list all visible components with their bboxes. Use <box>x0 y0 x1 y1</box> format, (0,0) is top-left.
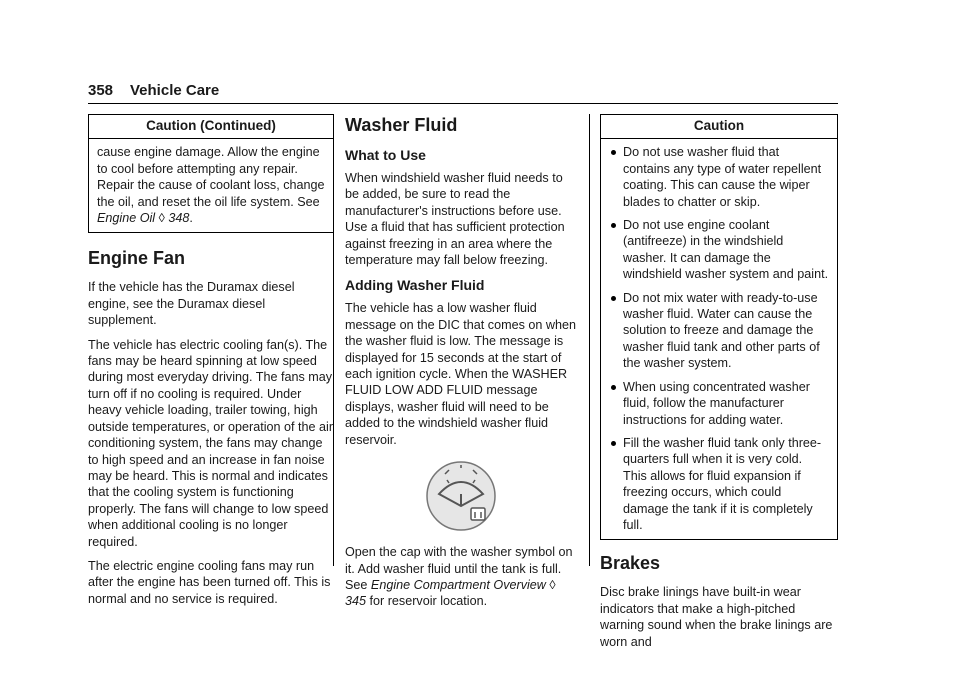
column-divider <box>333 114 334 566</box>
page-number: 358 <box>88 82 114 99</box>
column-middle <box>345 114 577 618</box>
what-to-use-subheading: What to Use <box>345 147 426 163</box>
caution-body <box>601 139 837 539</box>
caution-list <box>609 144 829 533</box>
engine-compartment-page-ref[interactable]: 345 <box>345 594 367 609</box>
column-right <box>600 114 838 658</box>
caution-item: Do not use washer fluid that contains any type of water repellent coating. This can cause the wiper blades to chatter or skip. <box>609 144 829 210</box>
page-ref-arrow-icon: ◊ <box>549 577 556 592</box>
column-left <box>88 114 334 615</box>
adding-washer-fluid-paragraph: The vehicle has a low washer fluid message on the DIC that comes on when the washer fluid is low. The message is displayed for 15 seconds at the start of each ignition cycle. When the WASHER FLUID LOW ADD FLUID message displays, washer fluid will need to be added to the windshield washer fluid reservoir. <box>345 301 577 447</box>
caution-item: When using concentrated washer fluid, follow the manufacturer instructions for adding water. <box>609 379 829 428</box>
caution-item: Do not mix water with ready-to-use washer fluid. Water can cause the solution to freeze and damage the washer fluid tank and other parts of the washer system. <box>609 290 829 372</box>
caution-item: Fill the washer fluid tank only three-quarters full when it is very cold. This allows for fluid expansion if freezing occurs, which could damage the tank if it is completely full. <box>609 435 829 533</box>
adding-washer-fluid-subheading: Adding Washer Fluid <box>345 277 485 294</box>
section-title: Vehicle Care <box>130 82 220 99</box>
open-cap-text: Open the cap with the washer symbol on it. Add washer fluid until the tank is full. See <box>345 545 573 592</box>
engine-fan-paragraph: If the vehicle has the Duramax diesel engine, see the Duramax diesel supplement. <box>88 280 295 328</box>
open-cap-paragraph <box>345 544 577 610</box>
page-header <box>88 82 838 104</box>
engine-fan-heading: Engine Fan <box>88 248 186 269</box>
brakes-paragraph: Disc brake linings have built-in wear indicators that make a high-pitched warning sound when the brake linings are worn and <box>600 585 833 649</box>
page-ref-arrow-icon: ◊ <box>158 211 165 226</box>
header-rule <box>88 103 838 104</box>
caution-item: Do not use engine coolant (antifreeze) in the windshield washer. It can damage the windshield washer system and paint. <box>609 217 829 283</box>
engine-compartment-link[interactable]: Engine Compartment Overview <box>370 577 546 592</box>
caution-text: cause engine damage. Allow the engine to cool before attempting any repair. Repair the cause of coolant loss, change the oil, and reset the oil life system. See <box>97 145 325 209</box>
engine-fan-paragraph: The vehicle has electric cooling fan(s). The fans may be heard spinning at low speed during most everyday driving. The fans may turn off if no cooling is required. Under heavy vehicle loading, trailer towing, high outside temperatures, or operation of the air conditioning system, the fans may change to high speed and an increase in fan noise may be heard. This is normal and indicates that the cooling system is functioning properly. The fans will change to low speed when additional cooling is no longer required. <box>88 337 334 549</box>
washer-fluid-symbol-icon <box>425 460 497 532</box>
what-to-use-paragraph: When windshield washer fluid needs to be added, be sure to read the manufacturer's instructions before use. Use a fluid that has sufficient protection against freezing in an area where the temperature may fall below freezing. <box>345 171 565 268</box>
column-divider <box>589 114 590 566</box>
washer-symbol-figure <box>345 460 577 532</box>
engine-oil-page-ref[interactable]: 348 <box>168 211 190 226</box>
open-cap-end: for reservoir location. <box>366 594 488 609</box>
caution-body <box>89 139 333 232</box>
caution-box <box>600 114 838 540</box>
engine-fan-paragraph: The electric engine cooling fans may run after the engine has been turned off. This is normal and no service is required. <box>88 558 331 606</box>
caution-title: Caution <box>601 115 837 139</box>
brakes-heading: Brakes <box>600 553 661 574</box>
caution-end: . <box>189 211 193 226</box>
engine-oil-link[interactable]: Engine Oil <box>97 211 156 226</box>
caution-box-continued <box>88 114 334 233</box>
caution-title: Caution (Continued) <box>89 115 333 139</box>
washer-fluid-heading: Washer Fluid <box>345 115 458 135</box>
